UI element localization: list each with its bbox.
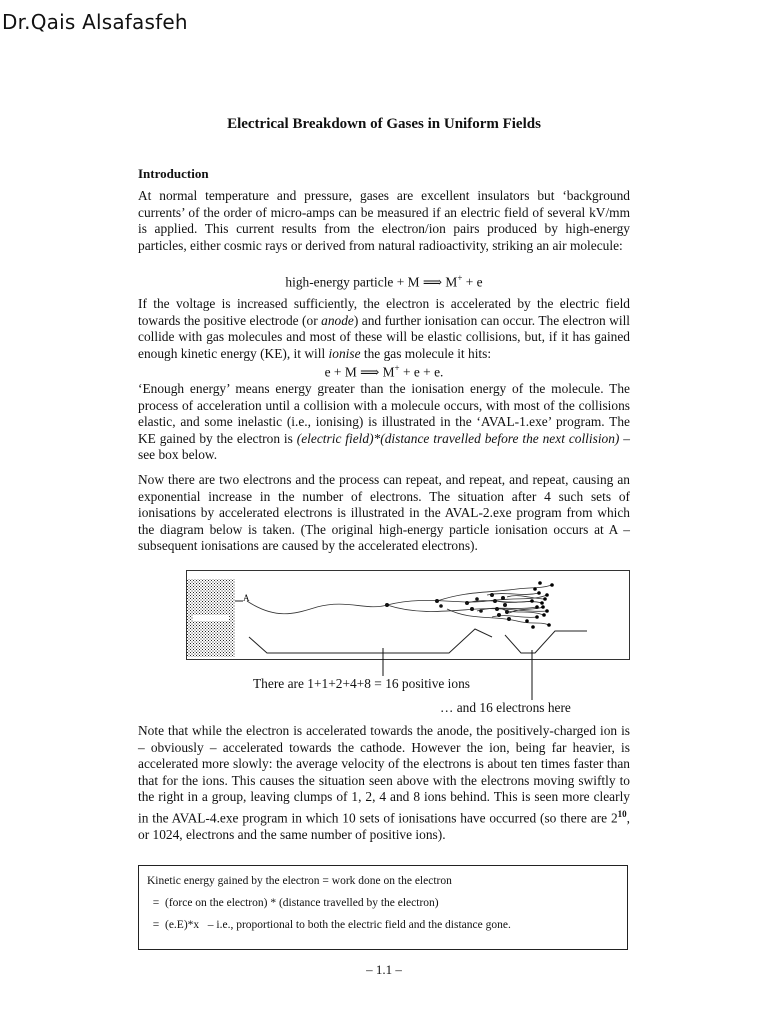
equation-1-rhs: + e bbox=[462, 274, 483, 290]
page-number: – 1.1 – bbox=[366, 962, 402, 977]
p3-text-b: – see box below. bbox=[138, 430, 631, 463]
p2-text-c: the gas molecule it hits: bbox=[360, 345, 492, 361]
equation-1-lhs: high-energy particle + M ⟹ M bbox=[285, 274, 458, 290]
equation-1-sup: + bbox=[457, 273, 463, 283]
p2-text-a: If the voltage is increased sufficiently, the electron is accelerated by the electric field towards the positive electrode (or bbox=[138, 296, 630, 328]
author-header: Dr.Qais Alsafasfeh bbox=[2, 10, 188, 34]
p5-text-a: Note that while the electron is accelerated towards the anode, the positively-charged ion is – obviously – accelerated towards the cathode. However the ion, being far heavier, is accelerated more slowly: the average velocity of the electrons is about ten times faster than that for the ions. This causes the situation seen above with the electrons moving swiftly to the right in a group, leaving clumps of 1, 2, 4 and 8 ions behind. This is seen more clearly in the AVAL-4.exe program in which 10 sets of ionisations have occurred (so there are 2 bbox=[138, 723, 630, 826]
p2-text-b: ) and further ionisation can occur. The electron will collide with gas molecules and most of these will be elastic collisions, but, if it has gained enough kinetic energy (KE), it will bbox=[138, 312, 631, 361]
p2-ionise-term: ionise bbox=[328, 345, 361, 361]
p5-sup: 10 bbox=[617, 808, 627, 819]
ion-motion-paragraph bbox=[138, 723, 630, 844]
intro-paragraph: At normal temperature and pressure, gases are excellent insulators but ‘background currents’ of the order of micro-amps can be measured if an electric field of several kV/mm is applied. This current results from the electron/ion pairs produced by high-energy particles, either cosmic rays or derived from natural radioactivity, striking an air molecule: bbox=[138, 188, 630, 253]
box-line-1: Kinetic energy gained by the electron = work done on the electron bbox=[147, 875, 452, 887]
p3-text-a: ‘Enough energy’ means energy greater than the ionisation energy of the molecule. The process of acceleration until a collision with a molecule occurs, with most of the collisions elastic, and some inelastic (i.e., ionising) is illustrated in the ‘AVAL-1.exe’ program. The KE gained by the electron is bbox=[138, 381, 630, 446]
p3-italic-text: (electric field)*(distance travelled before the next collision) bbox=[296, 430, 620, 446]
box-line-2: = (force on the electron) * (distance travelled by the electron) bbox=[147, 897, 439, 909]
p2-anode-term: anode bbox=[321, 312, 354, 328]
p5-text-b: , or 1024, electrons and the same number of positive ions). bbox=[138, 810, 630, 843]
kinetic-energy-box bbox=[138, 865, 628, 950]
ions-caption: There are 1+1+2+4+8 = 16 positive ions bbox=[253, 676, 471, 691]
equation-2-rhs: + e + e. bbox=[399, 364, 444, 380]
electrons-caption: … and 16 electrons here bbox=[440, 700, 571, 715]
equation-2-lhs: e + M ⟹ M bbox=[324, 364, 395, 380]
box-line-3: = (e.E)*x – i.e., proportional to both the electric field and the distance gone. bbox=[147, 919, 511, 931]
section-heading: Introduction bbox=[138, 166, 209, 181]
avalanche-paragraph: Now there are two electrons and the process can repeat, and repeat, and repeat, causing an exponential increase in the number of electrons. The situation after 4 such sets of ionisations by accelerated electrons is illustrated in the AVAL-2.exe program from which the diagram below is taken. (The original high-energy particle ionisation occurs at A – subsequent ionisations are caused by the accelerated electrons). bbox=[138, 472, 630, 554]
equation-2-sup: + bbox=[394, 363, 400, 373]
document-title: Electrical Breakdown of Gases in Uniform Fields bbox=[227, 116, 541, 132]
point-a-label: A bbox=[243, 593, 250, 603]
